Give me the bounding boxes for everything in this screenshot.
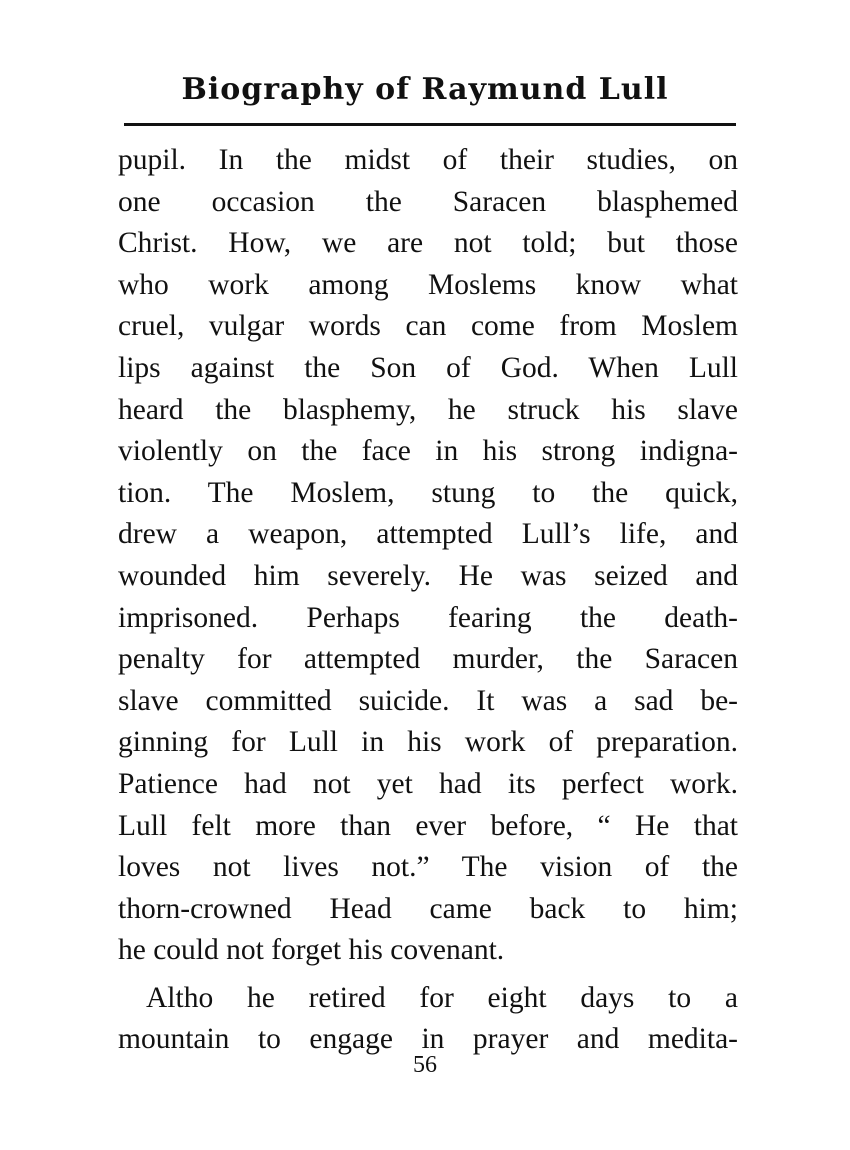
text-line: Patience had not yet had its perfect work. [118, 767, 738, 800]
text-line: penalty for attempted murder, the Saracen [118, 643, 738, 676]
text-line: cruel, vulgar words can come from Moslem [118, 310, 738, 343]
text-line: mountain to engage in prayer and medita- [118, 1023, 738, 1056]
text-line: tion. The Moslem, stung to the quick, [118, 476, 738, 509]
header-rule [124, 123, 736, 126]
text-line: lips against the Son of God. When Lull [118, 351, 738, 384]
page-number: 56 [413, 1052, 437, 1078]
text-line: thorn-crowned Head came back to him; [118, 892, 738, 925]
text-line: ginning for Lull in his work of preparation. [118, 726, 738, 759]
body-text [118, 140, 738, 1061]
text-line: slave committed suicide. It was a sad be- [118, 684, 738, 717]
paragraph [118, 140, 738, 972]
text-line: imprisoned. Perhaps fearing the death- [118, 601, 738, 634]
text-line: drew a weapon, attempted Lull’s life, and [118, 518, 738, 551]
text-line: who work among Moslems know what [118, 268, 738, 301]
text-line: Christ. How, we are not told; but those [118, 227, 738, 260]
text-line: one occasion the Saracen blasphemed [118, 185, 738, 218]
text-line: he could not forget his covenant. [118, 934, 505, 967]
text-line: loves not lives not.” The vision of the [118, 851, 738, 884]
text-line: Lull felt more than ever before, “ He that [118, 809, 738, 842]
text-line: Altho he retired for eight days to a [146, 981, 738, 1014]
text-line: pupil. In the midst of their studies, on [118, 144, 738, 176]
text-line: heard the blasphemy, he struck his slave [118, 393, 738, 426]
running-head-title: Biography of Raymund Lull [181, 72, 669, 107]
paragraph [118, 978, 738, 1061]
text-line: violently on the face in his strong indigna- [118, 435, 738, 468]
text-line: wounded him severely. He was seized and [118, 559, 738, 592]
